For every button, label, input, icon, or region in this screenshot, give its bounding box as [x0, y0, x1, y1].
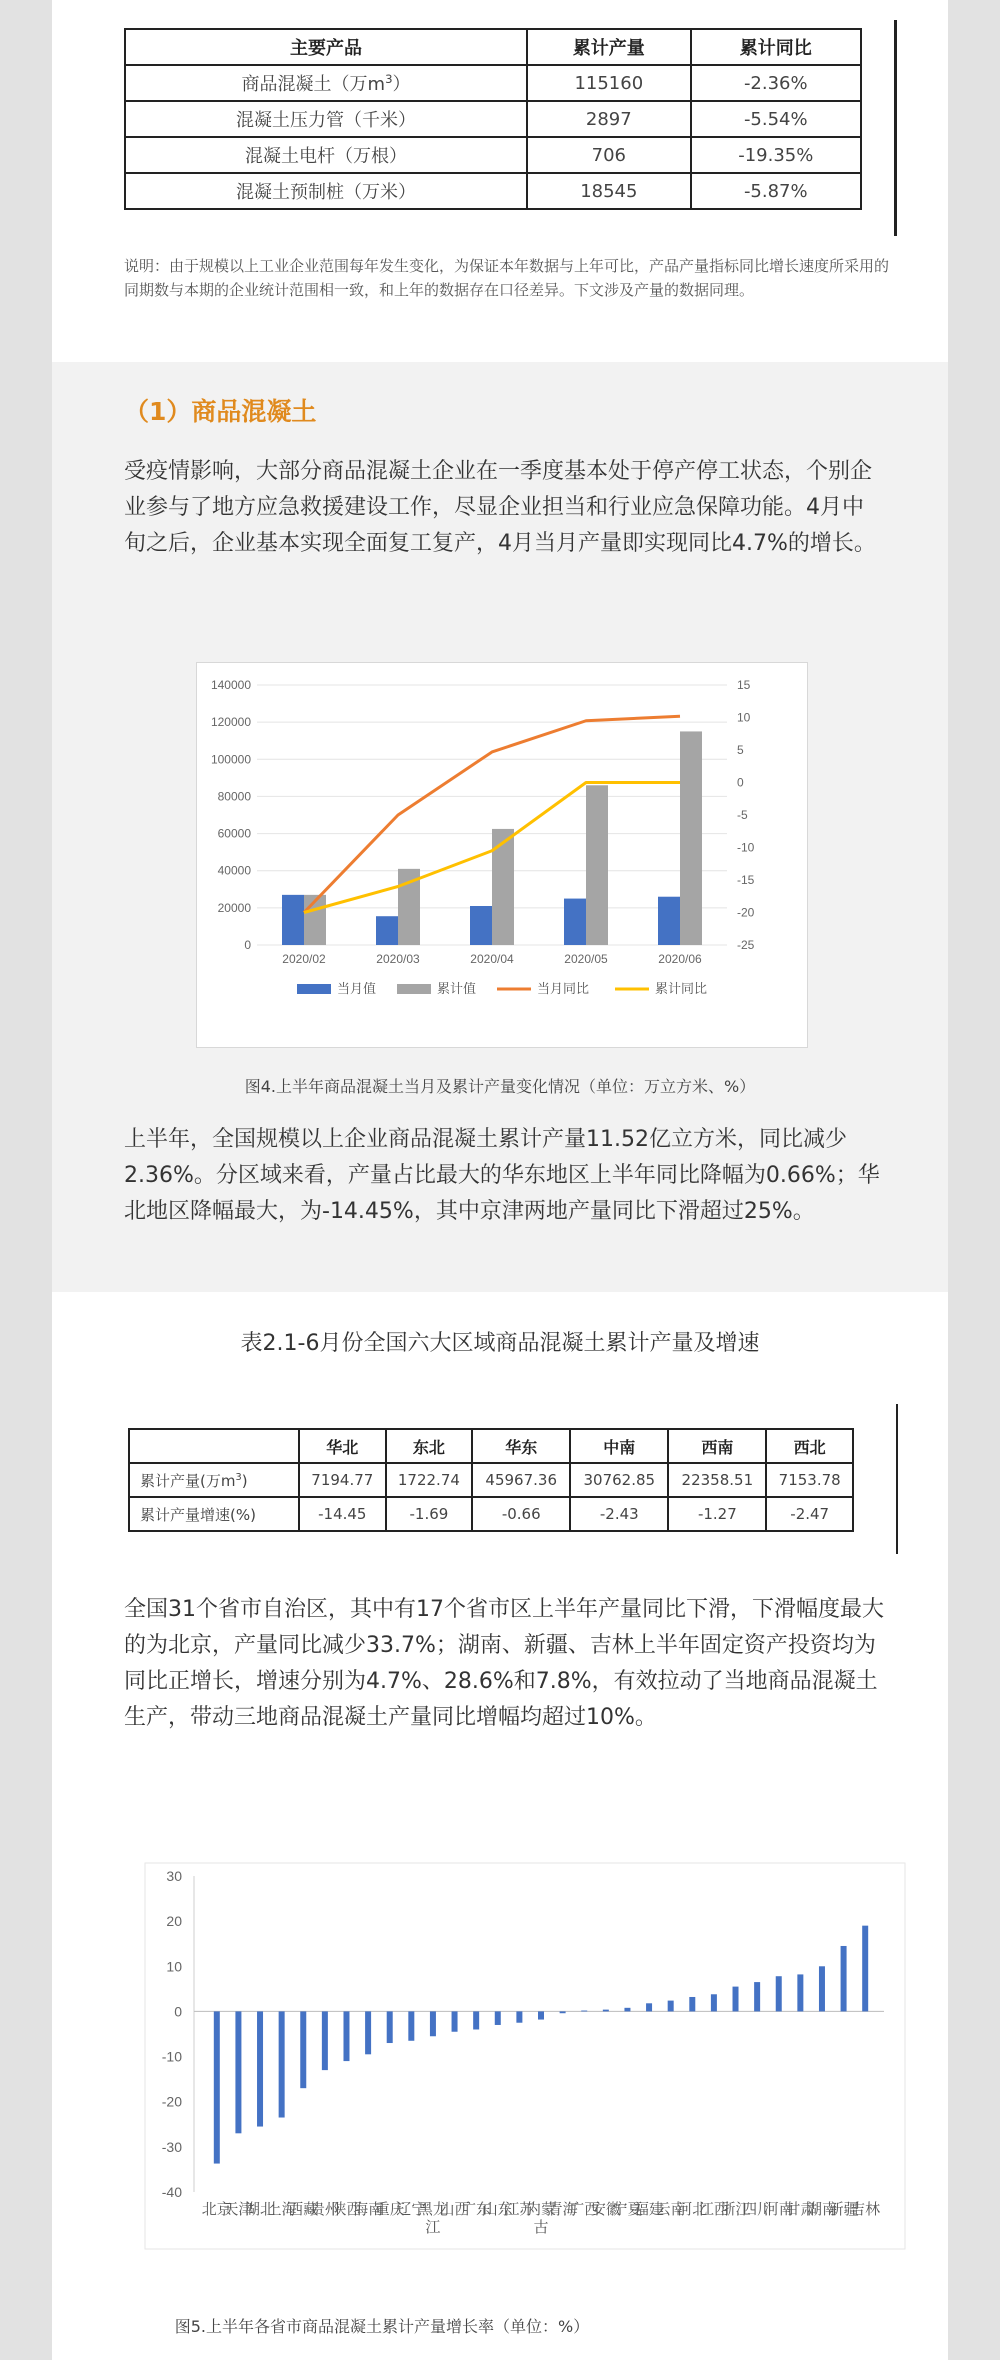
x-tick-label: 重庆	[374, 2200, 405, 2218]
monthly-output-chart	[196, 662, 808, 1048]
x-tick-label: 广西	[569, 2200, 600, 2218]
concrete-section	[52, 362, 948, 1292]
product-value: 18545	[527, 173, 690, 209]
province-bar	[603, 2010, 609, 2012]
x-tick-label: 2020/03	[376, 952, 420, 966]
y-tick-left: 0	[244, 938, 251, 952]
province-bar	[560, 2011, 566, 2013]
table-header: 累计同比	[691, 29, 861, 65]
product-yoy: -5.87%	[691, 173, 861, 209]
x-tick-label: 西藏	[288, 2200, 319, 2218]
x-tick-label: 江苏	[504, 2200, 535, 2218]
x-tick-label: 海南	[353, 2200, 384, 2218]
table-header: 华东	[472, 1429, 570, 1463]
legend-label: 当月值	[337, 982, 377, 997]
x-tick-label: 宁夏	[612, 2200, 643, 2218]
table-cell: 45967.36	[472, 1463, 570, 1497]
province-bar	[300, 2011, 306, 2088]
province-bar	[473, 2011, 479, 2029]
y-tick: -30	[161, 2138, 182, 2155]
x-tick-label: 山东	[482, 2200, 513, 2218]
x-tick-label: 陕西	[331, 2200, 362, 2218]
table-cell: -2.43	[570, 1497, 668, 1531]
x-tick-label: 贵州	[309, 2200, 340, 2218]
province-growth-chart-svg	[144, 1862, 908, 2252]
province-bar	[668, 2001, 674, 2012]
y-tick: -20	[161, 2093, 182, 2110]
monthly-output-chart-svg	[197, 663, 807, 1047]
table-header	[129, 1429, 299, 1463]
paragraph-3: 全国31个省市自治区，其中有17个省市区上半年产量同比下滑，下滑幅度最大的为北京，产量同比减少33.7%；湖南、新疆、吉林上半年固定资产投资均为同比正增长，增速分别为4.7%、28.6%和7.8%，有效拉动了当地商品混凝土生产，带动三地商品混凝土产量同比增幅均超过10%。	[124, 1597, 884, 1730]
province-bar	[754, 1982, 760, 2011]
province-bar	[516, 2011, 522, 2022]
row-label: 累计产量增速(%)	[129, 1497, 299, 1531]
table-cell: -14.45	[299, 1497, 386, 1531]
province-bar	[235, 2011, 241, 2133]
paragraph-2: 上半年，全国规模以上企业商品混凝土累计产量11.52亿立方米，同比减少2.36%。分区域来看，产量占比最大的华东地区上半年同比降幅为0.66%；华北地区降幅最大，为-14.45%，其中京津两地产量同比下滑超过25%。	[124, 1127, 880, 1224]
section-heading: （1）商品混凝土	[124, 397, 317, 426]
province-bar	[495, 2011, 501, 2025]
x-tick-label: 2020/06	[658, 952, 702, 966]
table-row	[125, 137, 861, 173]
product-table-card	[52, 0, 948, 362]
province-bar	[452, 2011, 458, 2031]
legend-label: 累计同比	[655, 982, 708, 997]
table-cell: 1722.74	[386, 1463, 473, 1497]
table-header-row	[125, 29, 861, 65]
table-cell: 7194.77	[299, 1463, 386, 1497]
table-row	[125, 101, 861, 137]
legend-swatch	[397, 984, 431, 994]
province-bar	[257, 2011, 263, 2126]
y-tick: 30	[166, 1868, 182, 1884]
table-header-row	[129, 1429, 853, 1463]
product-yoy: -2.36%	[691, 65, 861, 101]
y-tick-right: -5	[737, 808, 748, 822]
paragraph-1: 受疫情影响，大部分商品混凝土企业在一季度基本处于停产停工状态，个别企业参与了地方应急救援建设工作，尽显企业担当和行业应急保障功能。4月中旬之后，企业基本实现全面复工复产，4月当月产量即实现同比4.7%的增长。	[124, 459, 876, 556]
province-bar	[581, 2011, 587, 2012]
bar-cumulative	[492, 829, 514, 945]
y-tick-right: 10	[737, 710, 751, 725]
x-tick-label: 河南	[763, 2200, 794, 2218]
y-tick-left: 100000	[210, 752, 251, 767]
product-value: 2897	[527, 101, 690, 137]
x-tick-label: 安徽	[590, 2200, 621, 2218]
x-tick-label: 吉林	[850, 2200, 881, 2218]
table-header: 西南	[668, 1429, 766, 1463]
x-tick-label: 山西	[439, 2200, 470, 2218]
table-cell: 30762.85	[570, 1463, 668, 1497]
y-tick-left: 40000	[217, 863, 251, 878]
bar-cumulative	[586, 785, 608, 945]
province-bar	[538, 2011, 544, 2019]
x-tick-label: 青海	[547, 2200, 578, 2218]
table-cell: -1.27	[668, 1497, 766, 1531]
x-tick-label: 上海	[266, 2200, 297, 2218]
figure-caption-5: 图5.上半年各省市商品混凝土累计产量增长率（单位：%）	[174, 2317, 590, 2336]
province-bar	[430, 2011, 436, 2036]
product-name: 混凝土预制桩（万米）	[125, 173, 527, 209]
province-bar	[365, 2011, 371, 2054]
table-header: 累计产量	[527, 29, 690, 65]
province-bar	[862, 1926, 868, 2012]
x-tick-label: 天津	[223, 2200, 254, 2218]
table-title: 表2.1-6月份全国六大区域商品混凝土累计产量及增速	[240, 1331, 760, 1356]
province-bar	[819, 1966, 825, 2011]
province-bar	[624, 2008, 630, 2012]
province-bar	[387, 2011, 393, 2043]
x-tick-label: 2020/04	[470, 952, 514, 966]
x-tick-label: 湖北	[245, 2200, 276, 2218]
table-row	[129, 1497, 853, 1531]
y-tick-left: 140000	[210, 678, 251, 692]
province-bar	[408, 2011, 414, 2040]
x-tick-label: 云南	[655, 2200, 686, 2218]
x-tick-label: 湖南	[806, 2200, 837, 2218]
x-tick-label: 广东	[461, 2200, 492, 2218]
province-bar	[343, 2011, 349, 2061]
region-section	[52, 1292, 948, 2360]
y-tick-right: -20	[737, 905, 755, 920]
legend-label: 累计值	[437, 982, 477, 997]
province-growth-chart	[144, 1862, 908, 2252]
bar-monthly	[376, 916, 398, 945]
province-bar	[214, 2011, 220, 2163]
x-tick-label: 辽宁	[396, 2200, 427, 2218]
product-value: 115160	[527, 65, 690, 101]
legend-label: 当月同比	[537, 982, 590, 997]
y-tick-left: 120000	[210, 715, 251, 730]
y-tick-left: 60000	[217, 826, 251, 841]
x-tick-label: 2020/05	[564, 952, 608, 966]
table-header: 西北	[766, 1429, 853, 1463]
y-tick-right: -10	[737, 840, 755, 855]
table-row	[125, 173, 861, 209]
table-header: 华北	[299, 1429, 386, 1463]
y-tick: -40	[161, 2184, 182, 2200]
product-name: 商品混凝土（万$m^3$）	[125, 65, 527, 101]
bar-monthly	[564, 899, 586, 945]
y-tick: 10	[166, 1958, 182, 1975]
province-bar	[646, 2003, 652, 2011]
x-tick-label: 黑龙江	[417, 2200, 448, 2236]
y-tick: 0	[174, 2003, 182, 2020]
x-tick-label: 新疆	[828, 2200, 859, 2218]
table-edge-divider	[896, 1404, 898, 1554]
product-output-table	[124, 28, 862, 210]
x-tick-label: 河北	[677, 2200, 708, 2218]
legend-swatch	[297, 984, 331, 994]
x-tick-label: 北京	[201, 2200, 232, 2218]
product-name: 混凝土压力管（千米）	[125, 101, 527, 137]
y-tick-right: 15	[737, 678, 751, 692]
y-tick-right: -15	[737, 873, 755, 887]
bar-monthly	[658, 897, 680, 945]
table-row	[125, 65, 861, 101]
product-name: 混凝土电杆（万根）	[125, 137, 527, 173]
y-tick-left: 80000	[217, 789, 251, 804]
x-tick-label: 江西	[698, 2200, 729, 2218]
province-bar	[322, 2011, 328, 2070]
bar-monthly	[470, 906, 492, 945]
y-tick: 20	[166, 1913, 182, 1930]
region-table	[128, 1428, 854, 1532]
table-cell: 22358.51	[668, 1463, 766, 1497]
bar-cumulative	[680, 731, 702, 945]
table-cell: -0.66	[472, 1497, 570, 1531]
table-cell: -2.47	[766, 1497, 853, 1531]
x-tick-label: 福建	[634, 2200, 665, 2218]
province-bar	[279, 2011, 285, 2117]
x-tick-label: 浙江	[720, 2200, 751, 2218]
y-tick: -10	[161, 2048, 182, 2065]
province-bar	[711, 1994, 717, 2011]
province-bar	[689, 1997, 695, 2011]
province-bar	[841, 1946, 847, 2011]
bar-monthly	[282, 895, 304, 945]
y-tick-right: 5	[737, 743, 744, 757]
x-tick-label: 四川	[742, 2200, 773, 2218]
y-tick-right: -25	[737, 938, 755, 952]
product-value: 706	[527, 137, 690, 173]
row-label: 累计产量(万$m^3$)	[129, 1463, 299, 1497]
product-yoy: -19.35%	[691, 137, 861, 173]
product-yoy: -5.54%	[691, 101, 861, 137]
province-bar	[797, 1974, 803, 2011]
province-bar	[733, 1987, 739, 2012]
table-edge-divider	[894, 20, 897, 236]
x-tick-label: 内蒙古	[525, 2200, 557, 2236]
x-tick-label: 甘肃	[785, 2200, 816, 2218]
table-header: 东北	[386, 1429, 473, 1463]
table-cell: -1.69	[386, 1497, 473, 1531]
province-bar	[776, 1976, 782, 2011]
y-tick-right: 0	[737, 775, 744, 790]
x-tick-label: 2020/02	[282, 952, 326, 966]
table-header: 主要产品	[125, 29, 527, 65]
note-text: 说明：由于规模以上工业企业范围每年发生变化，为保证本年数据与上年可比，产品产量指标同比增长速度所采用的同期数与本期的企业统计范围相一致，和上年的数据存在口径差异。下文涉及产量的数据同理。	[124, 257, 890, 299]
table-cell: 7153.78	[766, 1463, 853, 1497]
y-tick-left: 20000	[217, 900, 251, 915]
table-row	[129, 1463, 853, 1497]
figure-caption-4: 图4.上半年商品混凝土当月及累计产量变化情况（单位：万立方米、%）	[244, 1077, 756, 1096]
table-header: 中南	[570, 1429, 668, 1463]
